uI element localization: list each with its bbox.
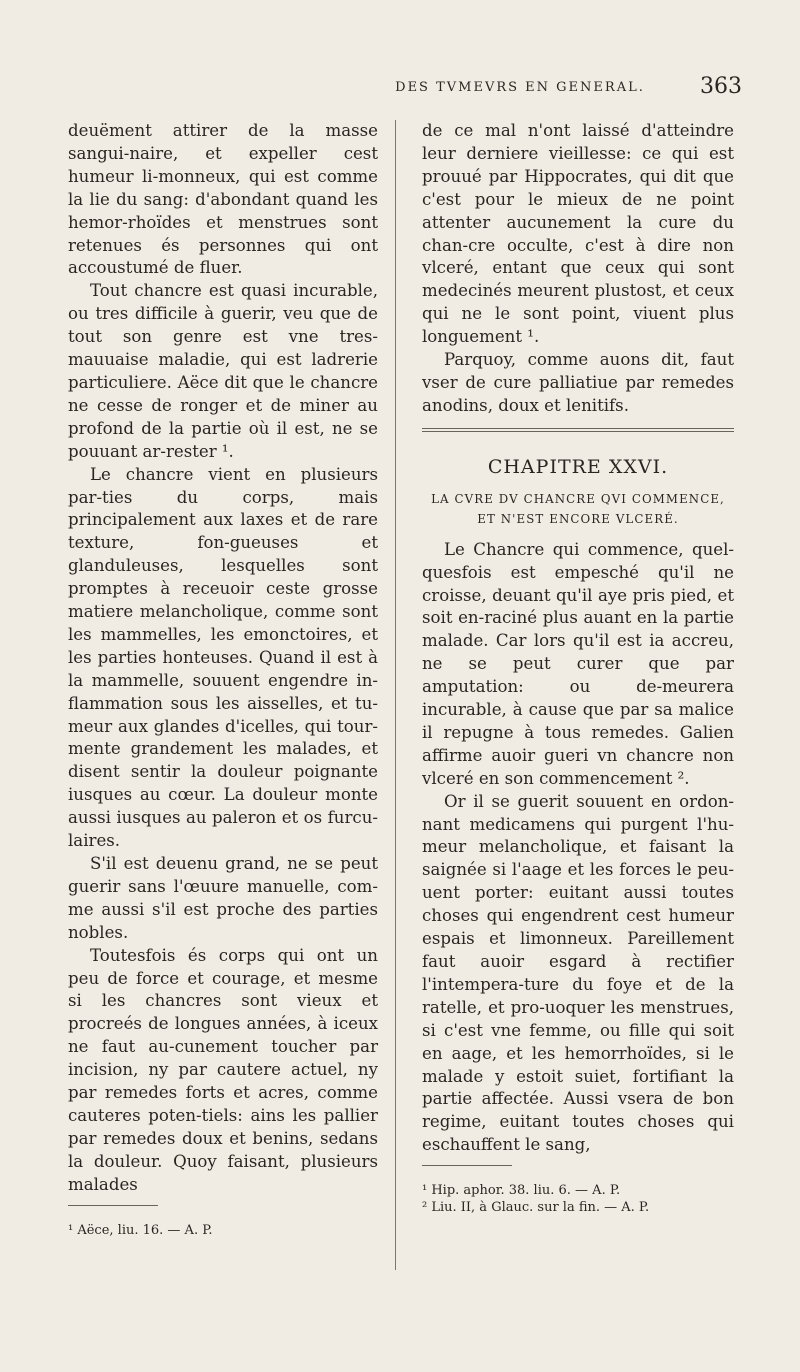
footnote: ¹ Hip. aphor. 38. liu. 6. — A. P. xyxy=(422,1183,621,1199)
paragraph: Le chancre vient en plusieurs par-ties du corps, mais principalement aux laxes et de rare texture, fon-gueuses et glanduleuses, lesquelles sont promptes à receuoir ceste grosse matiere melancholique, comme sont les mammelles, les emonctoires, et les parties honteuses. Quand il est à la mammelle, souuent engendre in-flammation sous les aisselles, et tu-meur aux glandes d'icelles, qui tour-mente grandement les malades, et disent sentir la douleur poignante iusques au cœur. La douleur monte aussi iusques au paleron et os furcu-laires. xyxy=(68,464,378,851)
paragraph: S'il est deuenu grand, ne se peut guerir sans l'œuure manuelle, com-me aussi s'il est proche des parties nobles. xyxy=(68,854,378,942)
paragraph: Le Chancre qui commence, quel-quesfois est empesché qu'il ne croisse, deuant qu'il aye pris pied, et soit en-raciné plus auant en la partie malade. Car lors qu'il est ia accreu, ne se peut curer que par amputation: ou de-meurera incurable, à cause que par sa malice il repugne à tous remedes. Galien affirme auoir gueri vn chancre non vlceré en son commencement ². xyxy=(422,539,734,788)
paragraph: Parquoy, comme auons dit, faut vser de cure palliatiue par remedes anodins, doux et lenitifs. xyxy=(422,350,734,415)
page-number: 363 xyxy=(700,74,742,99)
column-divider xyxy=(395,120,396,1270)
chapter-subtitle: LA CVRE DV CHANCRE QVI COMMENCE, ET N'EST ENCORE VLCERÉ. xyxy=(431,491,725,526)
paragraph: deuëment attirer de la masse sangui-naire, et expeller cest humeur li-monneux, qui est comme la lie du sang: d'abondant quand les hemor-rhoïdes et menstrues sont retenues és personnes qui ont accoustumé de fluer. xyxy=(68,121,378,278)
footnote: ¹ Aëce, liu. 16. — A. P. xyxy=(68,1222,213,1238)
paragraph: de ce mal n'ont laissé d'atteindre leur derniere vieillesse: ce qui est prouué par Hippocrates, qui dit que c'est pour le mieux de ne point attenter aucunement la cure du chan-cre occulte, c'est à dire non vlceré, entant que ceux qui sont medecinés meurent plustost, et ceux qui ne le sont point, viuent plus longuement ¹. xyxy=(422,121,734,347)
chapter-rule xyxy=(422,428,734,432)
right-column xyxy=(422,120,734,1216)
chapter-title: CHAPITRE XXVI. xyxy=(487,455,669,478)
left-column xyxy=(68,120,378,1239)
right-footnotes xyxy=(422,1182,734,1216)
footnote: ² Liu. II, à Glauc. sur la fin. — A. P. xyxy=(422,1200,650,1216)
running-head: DES TVMEVRS EN GENERAL. xyxy=(395,80,645,95)
paragraph: Tout chancre est quasi incurable, ou tres difficile à guerir, veu que de tout son genre est vne tres-mauuaise maladie, qui est ladrerie particuliere. Aëce dit que le chancre ne cesse de ronger et de miner au profond de la partie où il est, ne se pouuant ar-rester ¹. xyxy=(68,281,378,461)
footnote-rule xyxy=(422,1165,512,1166)
paragraph: Toutesfois és corps qui ont un peu de force et courage, et mesme si les chancres sont vieux et procreés de longues années, à iceux ne faut au-cunement toucher par incision, ny par cautere actuel, ny par remedes forts et acres, comme cauteres poten-tiels: ains les pallier par remedes doux et benins, sedans la douleur. Quoy faisant, plusieurs malades xyxy=(68,945,378,1194)
paragraph: Or il se guerit souuent en ordon-nant medicamens qui purgent l'hu-meur melancholique, et faisant la saignée si l'aage et les forces le peu-uent porter: euitant aussi toutes choses qui engendrent cest humeur espais et limonneux. Pareillement faut auoir esgard à rectifier l'intempera-ture du foye et de la ratelle, et pro-uoquer les menstrues, si c'est vne femme, ou fille qui soit en aage, et les hemorrhoïdes, si le malade y estoit suiet, fortifiant la partie affectée. Aussi vsera de bon regime, euitant toutes choses qui eschauffent le sang, xyxy=(422,791,734,1155)
footnote-rule xyxy=(68,1205,158,1206)
left-footnotes xyxy=(68,1222,378,1239)
